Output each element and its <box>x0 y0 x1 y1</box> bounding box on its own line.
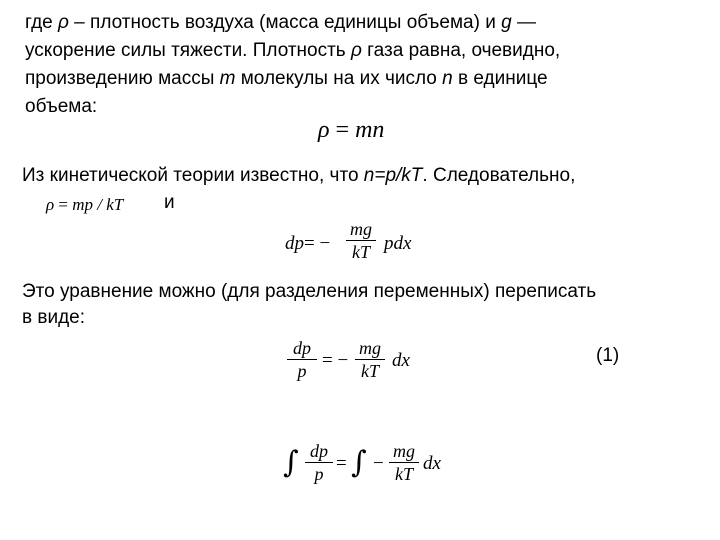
fraction-dp-p: dp p <box>287 338 317 381</box>
paragraph-2-line-1: Из кинетической теории известно, что n=p/kT. Следовательно, <box>22 165 576 186</box>
equation-rho-mn: ρ = mn <box>318 117 385 143</box>
paragraph-1-line-1: где ρ – плотность воздуха (масса единицы объема) и g — <box>25 12 536 33</box>
paragraph-1-line-3: произведению массы m молекулы на их число n в единице <box>25 68 548 89</box>
fraction-mg-kt: mg kT <box>355 338 385 381</box>
fraction-dp-p: dp p <box>305 441 333 484</box>
equation-rho-mp-kt: ρ = mp / kT <box>46 195 124 214</box>
equation-number: (1) <box>596 345 620 366</box>
conjunction-and: и <box>164 192 175 213</box>
integral-sign-left: ∫ <box>283 445 299 480</box>
paragraph-3-line-2: в виде: <box>22 307 86 328</box>
fraction-mg-kt: mg kT <box>346 219 376 262</box>
paragraph-1-line-2: ускорение силы тяжести. Плотность ρ газа равна, очевидно, <box>25 40 561 61</box>
paragraph-1-line-4: объема: <box>25 96 98 117</box>
paragraph-3-line-1: Это уравнение можно (для разделения переменных) переписать <box>22 281 597 302</box>
fraction-mg-kt: mg kT <box>389 441 419 484</box>
integral-sign-right: ∫ <box>351 445 367 480</box>
